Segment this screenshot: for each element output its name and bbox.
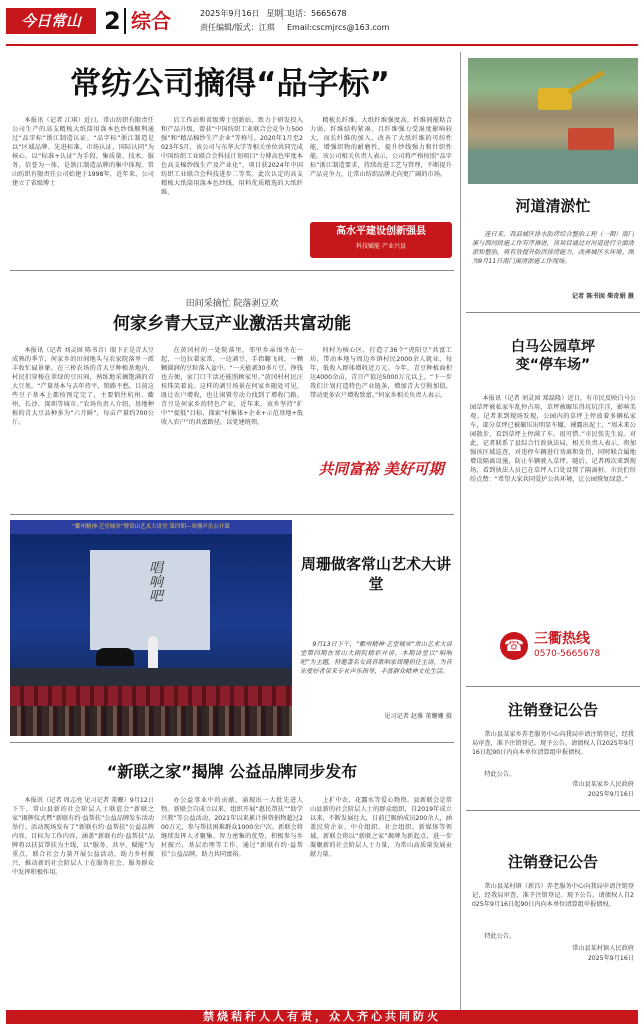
excavator [538, 88, 572, 110]
screen-text: 唱响吧 [147, 560, 163, 602]
article-column: 何村为核心区，打造了36个“虎阳豆”共富工坊，带动本地与周边乡镇村民2000余人就业，每年，低收入群体增收近万元。今年，青豆种植面积达4000余亩，青豆产值达5000万元以上。“下一步我们计划打造特色产业链条，增加青大豆附加值，带动更多农户增收致富。”何家乡相关负责人表示。 [310, 347, 452, 399]
dredging-photo [468, 58, 638, 184]
article-headline: 常纺公司摘得“品字标” [70, 66, 390, 102]
logo: 今日常山 [6, 8, 96, 34]
divider [466, 686, 640, 687]
headline-line-2: 变“停车场” [515, 357, 591, 373]
hotline-number: 0570-5665678 [534, 649, 601, 659]
article-headline [468, 338, 638, 374]
article-column: 本报讯（记者 刘灵囡 陈书音）眼下正是青大豆成熟的季节，何家乡的田间地头与农家院落里一派丰收忙碌景象。在三桥农场的青大豆种植基地内，村民们穿梭在翠绿的豆田间，熟练地采摘饱满的青大豆荚。“产量基本与去年持平，销路不愁，目前这些豆子基本上都按预定完了，主要销往杭州、衢州、长沙、深圳等城市。”农场负责人介绍，基地种植的青大豆品种多为“六月鲜”，每亩产量约700公斤。 [12, 347, 154, 426]
divider [466, 312, 640, 313]
article-body: 连日来，我县城区排水防涝综合整治工程（一期）南门溪与西河段施工作有序推进，该项目通过对河道进行全面清淤和整治，将有效提升防洪排涝能力，改善城区水环境。图为9月11日南门溪清淤施工作现场。 [472, 231, 634, 265]
notice-closing: 特此公告。 [484, 933, 516, 940]
masthead [0, 0, 644, 44]
phone: 电话：5665678 [282, 8, 347, 20]
notice-signatory: 常山县某村镇人民政府 [572, 945, 634, 952]
issue-date: 2025年9月16日 [200, 9, 260, 18]
article-column: 后工作站和省级博士创新站，致力于研发投入和产品升级，曾获“中国纺织工业联合会竞争力500强”和“精品棉纱生产企业”等称号。2020年1月至2023年5月，该公司与东华大学等相关单位共同完成中国纺织工业联合会科技计划项目“力博高色牢度本色高支棉纱线生产及产业化”，项目获2024年中国纺织工业联合会科技进步二等奖。此次认定的高支精梳大纸筒用涤本色纱线，用料优质精选的大纸纤维， [161, 117, 303, 196]
notice-title: 注销登记公告 [507, 853, 598, 871]
article-column: 在黄冈村的一处院落里，邻里乡亲围坐在一起，一边拉着家常，一边剥豆，手指翻飞间，一颗颗圆润的豆粒落入盆中。“一天能剥30多斤豆，挣钱也方便，家门口干活还能照顾家里。”黄冈村村民汪桂珠笑着说。这样的剥豆场景在何家乡随处可见，既让农户增收，也让闲置劳动力找到了增收门路。青豆是何家乡的特色产业，近年来，该乡坚持“扩中”“提低”目标，探索“村集体+企业+示范基地+低收入农户”的共富路径，以党建统领， [161, 347, 303, 426]
editor: 责任编辑/版式：江琪 [200, 23, 275, 32]
article-column: 本报讯（记者 周志亮 见习记者 董姗）9月12日下午，常山县新的社会阶层人士联谊会“新联之家”揭牌仪式暨“新联有约·益帮扶”公益品牌发布活动举行。活动现场发布了“新联有约·益帮扶”公益品牌内容，目标为工作内容，涵盖“新联有约·益帮扶”品牌将以扶贫帮扶为主线，以“服务、共享、赋能”为重点，联合社会力量开展公益活动，助力乡村振兴，推动新的社会阶层人士在服务社会、服务群众中发挥积极作用。 [12, 797, 154, 876]
notice-body: 常山县某村镇（新昌）养老服务中心向我局申请注销登记，经我局审查，准予注销登记。现予公告。请债权人自2025年9月16日起90日内向本单位清算组申报债权。 [472, 883, 634, 908]
stage-floor [10, 668, 292, 686]
notice-date: 2025年9月16日 [587, 791, 634, 798]
divider [10, 742, 454, 743]
notice-date: 2025年9月16日 [587, 955, 634, 962]
slogan-banner [310, 222, 452, 258]
column-divider [460, 52, 461, 1012]
stage-banner: “衢州精神·艺堂城章”暨常山艺术大讲堂 第四期—周珊声乐公开课 [10, 520, 292, 534]
slogan-subtext: 科技赋能 产业兴县 [356, 243, 406, 250]
headline-line-1: 白马公园草坪 [511, 339, 595, 355]
hotline-box [500, 630, 638, 666]
article-headline: 何家乡青大豆产业激活共富动能 [113, 314, 351, 334]
article-body: 9月13日下午，“衢州精神·艺堂城章”常山艺术大讲堂第四期在常山大剧院精彩开讲。本期讲堂以“唱响吧”为主题，特邀著名女高音歌唱家周珊担任主讲，为音乐爱好者带来专业声乐指导，丰富群众精神文化生活。 [300, 641, 452, 675]
concert-photo [10, 520, 292, 736]
slogan-calligraphy: 共同富裕 美好可期 [318, 460, 444, 478]
section-name: 综合 [124, 8, 171, 34]
dump-truck [568, 128, 614, 150]
notice-closing: 特此公告。 [484, 771, 516, 778]
notice-signatory: 常山县某家乡人民政府 [572, 781, 634, 788]
divider [10, 270, 454, 271]
article-kicker: 田间采摘忙 院落剥豆欢 [185, 299, 279, 309]
projection-screen [90, 550, 210, 650]
notice-title: 注销登记公告 [507, 701, 598, 719]
page-number: 2 [104, 7, 121, 35]
footer-slogan: 禁烧秸秆人人有责，众人齐心共同防火 [203, 1010, 441, 1023]
article-column: 上扩中农、花露水等爱心物资。县新联会是常山县新的社会阶层人士的群众组织，自2019年成立以来，不断发展壮大，目前已吸纳成员200余人，涵盖民营企业、中介组织、社会组织、新媒体等领域。新联会将以“新联之家”揭牌为新起点，进一步凝聚新的社会阶层人士力量，为常山高质量发展贡献力量。 [310, 797, 452, 858]
divider [466, 810, 640, 811]
slogan-text: 高水平建设创新强县 [336, 226, 426, 237]
singer [148, 636, 158, 670]
article-column: 办公益事业中的贡献，涌现出一大批先进人物。新联会自成立以来，组织开展“惠民帮扶”“助学兴教”等公益活动，2021年以来累计捐资捐物超过200万元，参与帮扶困难群众1000余户次。新联会将继续发挥人才聚集、智力密集的优势，积极参与乡村振兴、基层治理等工作，通过“新联有约·益帮扶”公益品牌，助力共同富裕。 [161, 797, 303, 858]
piano [96, 648, 134, 666]
hotline-name: 三衢热线 [534, 631, 590, 647]
phone-icon: ☎ [500, 632, 528, 660]
photo-byline: 记者 陈书囡 柴奇娟 摄 [571, 293, 634, 300]
article-body: 本报讯（记者 刘灵囡 郑磊隆）近日，有市民反映白马公园草坪被私家车乱停占用，草坪被碾压得坑坑洼洼，影响美观。记者来到现场发现，公园内的草坪上停放着多辆私家车，部分草坪已被碾压出明显车辙，裸露出泥土。“周末来公园散步，看到草坪上停满了车，很可惜。”市民张先生说。对此，记者联系了县综合行政执法局，相关负责人表示，将加强该区域巡查，对违停车辆进行劝离和处罚，同时联合属地增设隔离设施，防止车辆驶入草坪。随后，记者再次来到现场，看到执法人员已在草坪入口处设置了隔离桩。市民们纷纷点赞：“希望大家共同爱护公共环境，让公园恢复绿意。” [470, 395, 636, 483]
article-column: 本报讯（记者 江琪）近日，常山纺织有限责任公司生产的高支精梳大纸筒用涤本色纱线顺利通过“品字标”浙江制造认证。“品字标”浙江制造是以“区域品牌、先进标准、市场认证、国际认同”为核心，以“标准+认证”为手段，集质量、技术、服务、信誉为一体，是浙江制造品牌的集中体现。常山纺织有限责任公司始建于1998年，近年来，公司建立了省级博士 [12, 117, 154, 187]
notice-body: 常山县某家乡养老服务中心向我局申请注销登记，经我局审查，准予注销登记。现予公告。请债权人自2025年9月16日起90日内向本单位清算组申报债权。 [472, 731, 634, 756]
masthead-rule [6, 44, 638, 46]
article-column: 精梳长纤维、大纸纤维强度高，纤维间能粘合力弱，纤维结构紧凑，且纤维强力受湿度影响较大，而长纤维的加入，改善了大纸纤维的可纺性能，增强织物的耐磨性，提升纱线强力和针织性能。该公司相关负责人表示，公司将严格按照“品字标”浙江制造要求，持续改进工艺与管理，不断提升产品竞争力，让常山纺织品牌走向更广阔的市场。 [310, 117, 452, 178]
weekday: 星期二 [266, 9, 291, 18]
article-headline: 周珊做客常山艺术大讲堂 [300, 555, 451, 593]
email: Email:cscmjrcs@163.com [287, 23, 390, 32]
divider [10, 514, 454, 515]
article-headline: 河道清淤忙 [515, 197, 591, 215]
article-headline: “新联之家”揭牌 公益品牌同步发布 [106, 762, 358, 781]
photo-byline: 见习记者 赵雅 董姗姗 摄 [384, 713, 452, 720]
